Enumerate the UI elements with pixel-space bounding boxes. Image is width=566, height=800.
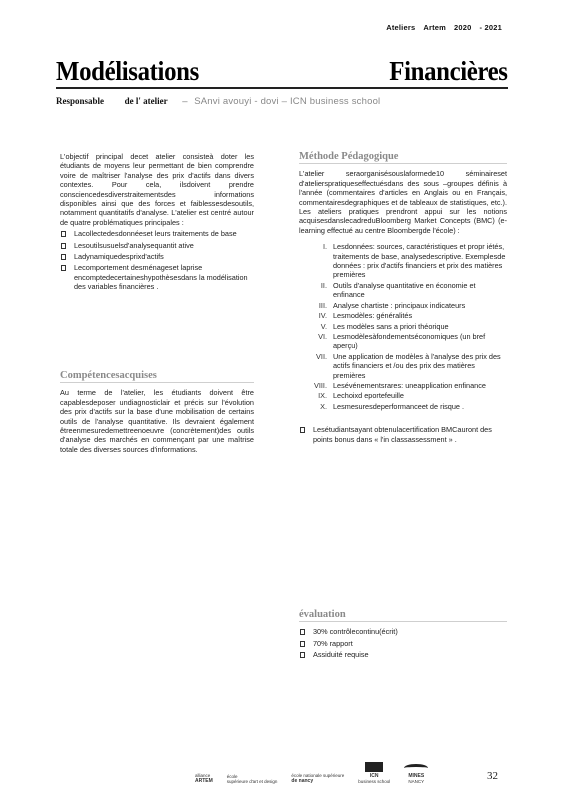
list-item: IV. Lesmodèles: généralités (318, 311, 413, 321)
header-running-title (386, 23, 502, 32)
ecole-nationale-nancy-logo: école nationale supérieure de nancy (291, 773, 345, 784)
checkbox-icon (300, 629, 305, 635)
list-item: Lacollectedesdonnéeset leurs traitements de base (60, 229, 254, 238)
list-item: Assiduité requise (299, 650, 507, 659)
header-part: 2020 (454, 23, 472, 32)
checkbox-icon (61, 254, 66, 260)
responsable-sep: – (182, 96, 188, 107)
list-item: VI. Lesmodèlesàfondementséconomiques (un bref aperçu) (318, 331, 486, 351)
checkbox-icon (61, 265, 66, 271)
methode-heading: Méthode Pédagogique (299, 151, 399, 162)
methode-note-list (299, 425, 507, 444)
section-divider (299, 163, 507, 164)
list-item: Ladynamiquedesprixd'actifs (60, 252, 254, 261)
checkbox-icon (61, 231, 66, 237)
list-item: X. Lesmesuresdeperformanceet de risque . (320, 401, 465, 411)
ecole-art-design-logo: école supérieure d'art et design (226, 774, 278, 784)
list-item: Lesétudiantsayant obtenulacertification BMCauront des points bonus dans « l'in classassessment » . (299, 425, 507, 444)
mines-nancy-logo: MINES NANCY (404, 764, 428, 784)
responsable-name: SAnvi avouyi - dovi – ICN business school (194, 96, 381, 107)
list-item: Lecomportement desménageset laprise encomptedecertaineshypothèsesdans la modélisation des variables financières . (60, 263, 254, 291)
objectif-text: L'objectif principal decet atelier consisteà doter les étudiants de moyens leur permettant de bien comprendre voire de maîtriser l'analyse des prix d'actifs dans divers contextes. Pour cela, ilsdoivent prendre consciencedesdiverstraitementsdes informations disponibles ainsi que des forces et faiblessesdesoutils, notamment quantitatifs d'analyse. L'atelier est centré autour de quatre problématiques principales : (60, 152, 254, 227)
page-number: 32 (487, 770, 498, 782)
methode-list (299, 242, 507, 411)
footer-logos (195, 762, 428, 784)
evaluation-list (299, 627, 507, 659)
header-part: Artem (423, 23, 447, 32)
competences-section (60, 371, 254, 454)
alliance-artem-logo: alliance ARTEM (195, 773, 213, 784)
responsable-line (56, 96, 380, 107)
list-item: 70% rapport (299, 639, 507, 648)
title-word-2: Financières (389, 56, 508, 86)
evaluation-section (299, 610, 507, 662)
header-part: - 2021 (479, 23, 502, 32)
title-word-1: Modélisations (56, 56, 199, 86)
list-item: V. Les modèles sans a priori théorique (320, 321, 449, 331)
competences-heading: Compétencesacquises (60, 370, 157, 381)
list-item: III. Analyse chartiste : principaux indicateurs (318, 300, 466, 310)
objectif-list (60, 229, 254, 291)
icn-logo: ICN business school (358, 762, 390, 784)
icn-mark-icon (365, 762, 383, 772)
list-item: I. Lesdonnées: sources, caractéristiques et propr iétés, traitements de base, analysedescriptive. Exemplesde données : prix d'actifs financiers et prix des matières premières (322, 242, 506, 280)
responsable-label: Responsable (56, 96, 105, 106)
list-item: 30% contrôlecontinu(écrit) (299, 627, 507, 636)
checkbox-icon (300, 641, 305, 647)
page-title (56, 56, 508, 87)
list-item: IX. Lechoixd eportefeuille (318, 391, 404, 401)
checkbox-icon (300, 652, 305, 658)
list-item: II. Outils d'analyse quantitative en économie et enfinance (320, 280, 476, 300)
methode-section (299, 152, 507, 446)
checkbox-icon (300, 427, 305, 433)
competences-text: Au terme de l'atelier, les étudiants doivent être capablesdeposer undiagnosticlair et précis sur l'évolution des prix d'actifs sur la base d'une mobilisation de certains outils de l'analyse quantitative. Ils devraient également êtreenmesuredemettreenoeuvre (concrètement)des outils d'analyse des marchés en commençant par une maîtrise totale des diverses sources d'informations. (60, 388, 254, 454)
header-part: Ateliers (386, 23, 416, 32)
list-item: VII. Une application de modèles à l'analyse des prix des actifs financiers et /ou des prix des matières premières (316, 351, 501, 380)
objectif-section (60, 152, 254, 294)
section-divider (299, 621, 507, 622)
evaluation-heading: évaluation (299, 609, 346, 620)
section-divider (60, 382, 254, 383)
checkbox-icon (61, 243, 66, 249)
list-item: VIII. Lesévénementsrares: uneapplication enfinance (314, 380, 486, 390)
methode-text: L'atelier seraorganisésouslaformede10 séminaireset d'atelierspratiqueseffectuésdans des sous –groupes définis à l'année (commentaires d'articles en Anglais ou en Français, commentairesdegraphiques et de tableaux de statistiques, etc.). Les ateliers pratiques prendront appui sur les notions acquisesdanslecadreduBloomberg Market Concepts (BMC) (e-learning effectué au centre Bloombergde l'école) : (299, 169, 507, 235)
title-divider (56, 87, 508, 89)
mines-wave-icon (404, 764, 428, 772)
responsable-of: de l' atelier (124, 96, 168, 106)
list-item: Lesoutilsusuelsd'analysequantit ative (60, 241, 254, 250)
